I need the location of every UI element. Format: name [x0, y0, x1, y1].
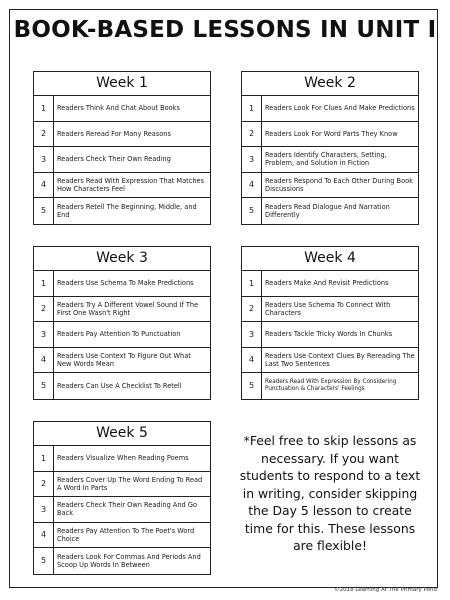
lesson-text: Readers Pay Attention To Punctuation — [57, 330, 181, 339]
lesson-number: 3 — [242, 147, 262, 172]
lesson-number: 1 — [34, 96, 54, 121]
lesson-text: Readers Check Their Own Reading And Go Back — [57, 501, 197, 518]
lesson-text: Readers Tackle Tricky Words In Chunks — [265, 330, 393, 339]
lesson-row — [34, 348, 210, 374]
lesson-text: Readers Read With Expression By Considering Punctuation & Characters' Feelings — [265, 378, 397, 392]
lesson-row — [34, 147, 210, 173]
week-heading: Week 4 — [242, 247, 418, 271]
lesson-text: Readers Look For Commas And Periods And Scoop Up Words In Between — [57, 552, 201, 569]
lesson-row — [242, 96, 418, 122]
week-1-table — [33, 71, 211, 225]
lesson-row — [34, 548, 210, 574]
lesson-number: 5 — [34, 198, 54, 224]
week-heading: Week 3 — [34, 247, 210, 271]
lesson-number: 2 — [242, 122, 262, 147]
lesson-row — [242, 147, 418, 173]
lesson-row — [242, 348, 418, 374]
lesson-row — [242, 122, 418, 148]
lesson-text: Readers Look For Clues And Make Predictions — [265, 104, 415, 113]
lesson-number: 1 — [34, 446, 54, 471]
week-heading: Week 1 — [34, 72, 210, 96]
lesson-text: Readers Use Schema To Make Predictions — [57, 279, 194, 288]
week-2-table — [241, 71, 419, 225]
week-3-table — [33, 246, 211, 400]
lesson-number: 3 — [34, 147, 54, 172]
lesson-text: Readers Read Dialogue And Narration Differently — [265, 202, 390, 219]
lesson-number: 5 — [242, 198, 262, 224]
lesson-row — [242, 297, 418, 323]
lesson-text: Readers Look For Word Parts They Know — [265, 129, 398, 138]
lesson-row — [34, 322, 210, 348]
lesson-number: 1 — [34, 271, 54, 296]
lesson-row — [34, 297, 210, 323]
lesson-number: 5 — [34, 548, 54, 574]
lesson-number: 3 — [34, 497, 54, 522]
lesson-row — [34, 472, 210, 498]
lesson-row — [34, 96, 210, 122]
lesson-text: Readers Respond To Each Other During Book Discussions — [265, 176, 413, 193]
lesson-text: Readers Reread For Many Reasons — [57, 129, 171, 138]
lesson-row — [34, 446, 210, 472]
lesson-text: Readers Cover Up The Word Ending To Read A Word In Parts — [57, 475, 203, 492]
lesson-text: Readers Retell The Beginning, Middle, and End — [57, 202, 197, 219]
lesson-number: 3 — [242, 322, 262, 347]
lesson-number: 5 — [242, 373, 262, 399]
copyright-footer: ©2018 Learning At The Primary Pond — [334, 587, 437, 593]
lesson-number: 1 — [242, 271, 262, 296]
lesson-number: 4 — [242, 348, 262, 373]
lesson-number: 4 — [242, 173, 262, 198]
lesson-row — [34, 523, 210, 549]
lesson-number: 4 — [34, 348, 54, 373]
lesson-row — [34, 271, 210, 297]
week-4-table — [241, 246, 419, 400]
lesson-number: 3 — [34, 322, 54, 347]
lesson-number: 2 — [34, 122, 54, 147]
lesson-text: Readers Make And Revisit Predictions — [265, 279, 389, 288]
lesson-number: 4 — [34, 523, 54, 548]
lesson-number: 2 — [34, 472, 54, 497]
page-title: BOOK-BASED LESSONS IN UNIT I — [13, 17, 437, 43]
lesson-number: 2 — [34, 297, 54, 322]
week-heading: Week 2 — [242, 72, 418, 96]
lesson-row — [242, 271, 418, 297]
lesson-row — [242, 373, 418, 399]
lesson-row — [34, 497, 210, 523]
week-heading: Week 5 — [34, 422, 210, 446]
lesson-text: Readers Read With Expression That Matches How Characters Feel — [57, 176, 205, 193]
lesson-row — [34, 198, 210, 224]
lesson-row — [34, 373, 210, 399]
lesson-text: Readers Pay Attention To The Poet's Word Choice — [57, 526, 195, 543]
lesson-number: 2 — [242, 297, 262, 322]
lesson-text: Readers Use Schema To Connect With Characters — [265, 300, 391, 317]
flexibility-note: *Feel free to skip lessons as necessary. If you want students to respond to a text in writing, consider skipping the Day 5 lesson to create time for this. These lessons are flexible! — [239, 433, 421, 553]
lesson-row — [242, 173, 418, 199]
lesson-text: Readers Can Use A Checklist To Retell — [57, 381, 182, 390]
lesson-text: Readers Think And Chat About Books — [57, 104, 180, 113]
lesson-text: Readers Use Context Clues By Rereading The Last Two Sentences — [265, 351, 415, 368]
lesson-text: Readers Visualize When Reading Poems — [57, 454, 189, 463]
lesson-text: Readers Check Their Own Reading — [57, 155, 171, 164]
week-5-table — [33, 421, 211, 575]
lesson-text: Readers Identify Characters, Setting, Problem, and Solution in Fiction — [265, 151, 387, 168]
lesson-text: Readers Use Context To Figure Out What New Words Mean — [57, 351, 191, 368]
lesson-row — [34, 122, 210, 148]
lesson-number: 4 — [34, 173, 54, 198]
lesson-text: Readers Try A Different Vowel Sound If The First One Wasn't Right — [57, 300, 199, 317]
lesson-row — [34, 173, 210, 199]
lesson-number: 1 — [242, 96, 262, 121]
lesson-row — [242, 198, 418, 224]
lesson-number: 5 — [34, 373, 54, 399]
lesson-row — [242, 322, 418, 348]
